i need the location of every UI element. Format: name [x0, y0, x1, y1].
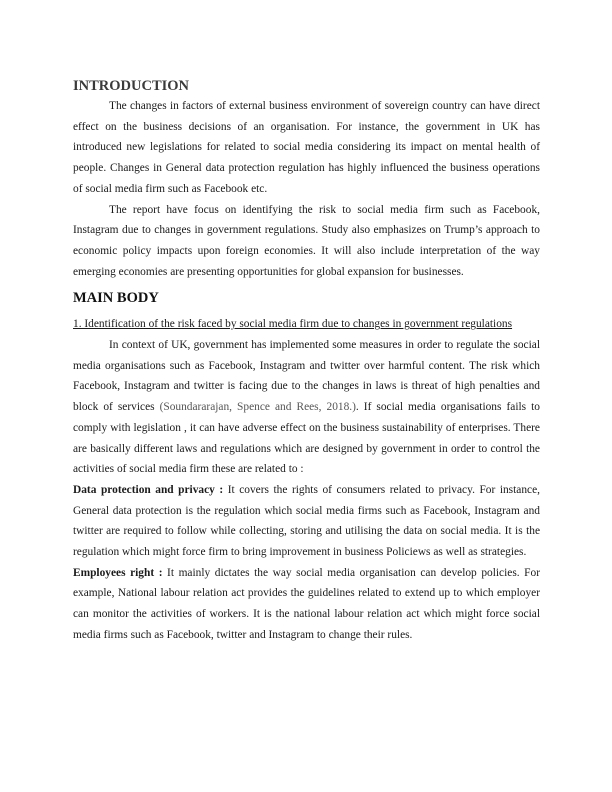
employees-right-paragraph [73, 563, 540, 646]
intro-paragraph-2: The report have focus on identifying the risk to social media firm such as Facebook, Instagram due to changes in government regulations. Study also emphasizes on Trump’s approach to economic policy impacts upon foreign economies. It will also include interpretation of the way emerging economies are presenting opportunities for global expansion for businesses. [73, 203, 540, 278]
data-protection-text: It covers the rights of consumers related to privacy. For instance, General data protection is the regulation which social media firms such as Facebook, Instagram and twitter are required to follow while collecting, storing and utilising the data on social media. It is the regulation which might force firm to bring improvement in business Policiews as well as strategies. [73, 483, 540, 559]
data-protection-paragraph [73, 480, 540, 563]
employees-right-text: It mainly dictates the way social media organisation can develop policies. For example, National labour relation act provides the guidelines related to extend up to which employer can monitor the activities of workers. It is the national labour relation act which might force social media firms such as Facebook, twitter and Instagram to change their rules. [73, 566, 540, 641]
citation: (Soundararajan, Spence and Rees, 2018.) [159, 401, 356, 414]
main-paragraph-1 [73, 335, 540, 480]
main-paragraph-1-text-b: . If social media organisations fails to comply with legislation , it can have adverse effect on the business sustainability of enterprises. There are basically different laws and regulations which are designed by government in order to control the activities of social media firm these are related to : [73, 401, 540, 476]
section-1-title [73, 314, 540, 335]
employees-right-label: Employees right : [73, 566, 163, 579]
main-body-heading: MAIN BODY [73, 290, 159, 307]
document-page [73, 76, 540, 646]
data-protection-label: Data protection and privacy : [73, 483, 224, 496]
intro-paragraph-1: The changes in factors of external business environment of sovereign country can have direct effect on the business decisions of an organisation. For instance, the government in UK has introduced new legislations for related to social media considering its impact on mental health of people. Changes in General data protection regulation has highly influenced the business operations of social media firm such as Facebook etc. [73, 100, 540, 195]
introduction-heading: INTRODUCTION [73, 78, 190, 94]
main-paragraph-1-text-a: In context of UK, government has implemented some measures in order to regulate the social media organisations such as Facebook, Instagram and twitter over harmful content. The risk which Facebook, Instagram and twitter is facing due to the changes in laws is threat of high penalties and block of services [73, 339, 540, 414]
section-1-title-text: 1. Identification of the risk faced by social media firm due to changes in government regulations [73, 318, 513, 331]
